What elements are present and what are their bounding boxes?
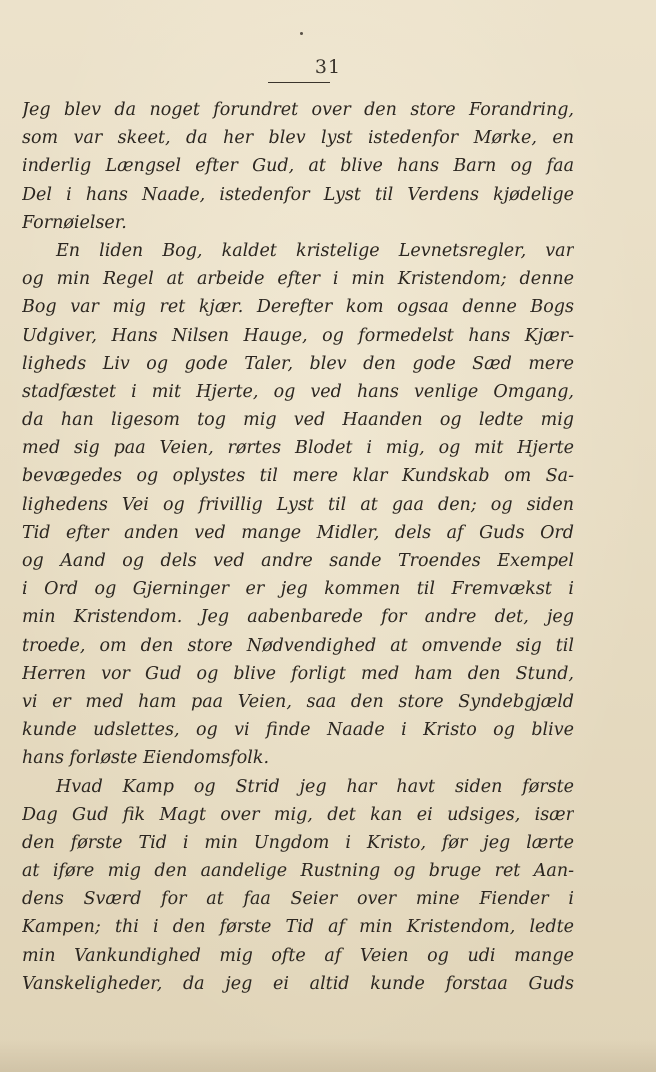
text-line-22: vi er med ham paa Veien, saa den store Syndebgjæld: [22, 691, 574, 712]
text-line-21: Herren vor Gud og blive forligt med ham den Stund,: [22, 663, 574, 684]
text-line-14: bevægedes og oplystes til mere klar Kundskab om Sa-: [22, 466, 574, 487]
text-line-24: hans forløste Eiendomsfolk.: [22, 748, 270, 769]
text-line-26: Dag Gud fik Magt over mig, det kan ei udsiges, især: [22, 804, 574, 825]
text-line-18: i Ord og Gjerninger er jeg kommen til Fremvækst i: [22, 579, 574, 600]
text-line-27: den første Tid i min Ungdom i Kristo, før jeg lærte: [22, 832, 574, 853]
page-number-rule: [268, 82, 330, 83]
text-line-4: Del i hans Naade, istedenfor Lyst til Verdens kjødelige: [22, 184, 574, 205]
page-bottom-edge: [0, 1038, 656, 1072]
text-line-28: at iføre mig den aandelige Rustning og bruge ret Aan-: [22, 861, 574, 882]
text-line-32: Vanskeligheder, da jeg ei altid kunde forstaa Guds: [22, 973, 574, 994]
text-line-23: kunde udslettes, og vi finde Naade i Kristo og blive: [22, 720, 574, 741]
text-line-8: Bog var mig ret kjær. Derefter kom ogsaa denne Bogs: [22, 297, 574, 318]
text-line-16: Tid efter anden ved mange Midler, dels af Guds Ord: [22, 522, 574, 543]
text-line-13: med sig paa Veien, rørtes Blodet i mig, og mit Hjerte: [22, 438, 574, 459]
top-dot-mark: [300, 32, 303, 35]
text-line-25: Hvad Kamp og Strid jeg har havt siden første: [56, 776, 574, 797]
text-line-20: troede, om den store Nødvendighed at omvende sig til: [22, 635, 574, 656]
text-line-10: ligheds Liv og gode Taler, blev den gode Sæd mere: [22, 353, 574, 374]
text-line-17: og Aand og dels ved andre sande Troendes Exempel: [22, 551, 574, 571]
text-line-3: inderlig Længsel efter Gud, at blive hans Barn og faa: [22, 156, 574, 177]
body-text: [22, 96, 574, 998]
text-line-5: Fornøielser.: [22, 212, 127, 233]
text-line-2: som var skeet, da her blev lyst istedenfor Mørke, en: [22, 128, 574, 149]
text-line-15: lighedens Vei og frivillig Lyst til at gaa den; og siden: [22, 494, 574, 515]
text-line-19: min Kristendom. Jeg aabenbarede for andre det, jeg: [22, 607, 574, 628]
text-line-11: stadfæstet i mit Hjerte, og ved hans venlige Omgang,: [22, 381, 574, 402]
text-line-9: Udgiver, Hans Nilsen Hauge, og formedelst hans Kjær-: [22, 325, 574, 346]
text-line-7: og min Regel at arbeide efter i min Kristendom; denne: [22, 269, 574, 290]
text-line-12: da han ligesom tog mig ved Haanden og ledte mig: [22, 410, 574, 431]
text-line-29: dens Sværd for at faa Seier over mine Fiender i: [22, 889, 574, 910]
text-line-1: Jeg blev da noget forundret over den store Forandring,: [22, 100, 574, 120]
text-line-30: Kampen; thi i den første Tid af min Kristendom, ledte: [22, 917, 574, 938]
text-line-31: min Vankundighed mig ofte af Veien og udi mange: [22, 945, 574, 966]
page-number: 31: [314, 56, 342, 78]
text-line-6: En liden Bog, kaldet kristelige Levnetsregler, var: [56, 240, 574, 261]
